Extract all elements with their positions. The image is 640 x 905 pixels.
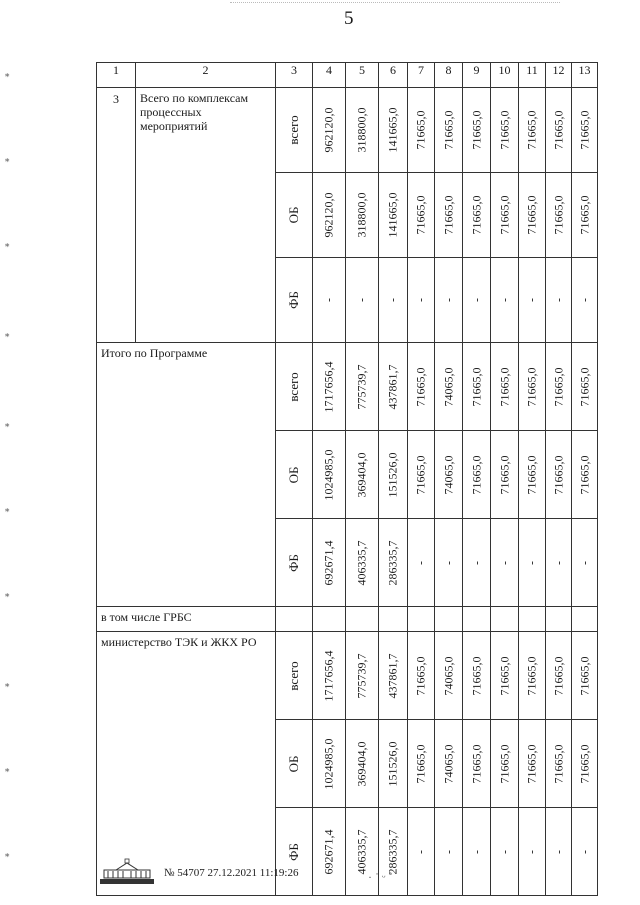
value-cell	[519, 808, 546, 896]
section-title-cell	[97, 607, 276, 632]
value-cell	[435, 431, 463, 519]
table-row	[97, 88, 598, 173]
value-cell	[546, 258, 572, 343]
section-title-cell	[136, 88, 276, 343]
value-cell	[346, 632, 379, 720]
value-cell	[346, 720, 379, 808]
value-cell	[491, 258, 519, 343]
amount-value: 692671,4	[321, 829, 336, 874]
value-cell	[463, 431, 491, 519]
value-cell	[463, 808, 491, 896]
column-number-10: 10	[491, 63, 519, 88]
amount-value: 71665,0	[524, 110, 539, 150]
value-cell	[346, 519, 379, 607]
funding-source-label: ФБ	[286, 291, 301, 309]
column-number-7: 7	[408, 63, 435, 88]
column-number-5: 5	[346, 63, 379, 88]
amount-value: -	[354, 298, 369, 302]
amount-value: 74065,0	[441, 455, 455, 494]
amount-value: -	[469, 560, 483, 565]
amount-value: 406335,7	[354, 540, 369, 585]
amount-value: 1024985,0	[321, 449, 336, 500]
value-cell	[491, 632, 519, 720]
amount-value: 71665,0	[413, 367, 428, 406]
value-cell	[379, 343, 408, 431]
value-cell	[491, 343, 519, 431]
value-cell	[346, 431, 379, 519]
amount-value: 286335,7	[385, 829, 400, 874]
amount-value: 71665,0	[413, 455, 428, 494]
funding-source-label: ОБ	[286, 466, 301, 483]
column-number-9: 9	[463, 63, 491, 88]
header-row	[97, 63, 598, 88]
value-cell	[519, 88, 546, 173]
amount-value: -	[385, 298, 400, 302]
value-cell	[572, 808, 598, 896]
column-number-4: 4	[313, 63, 346, 88]
amount-value: 141665,0	[385, 192, 400, 238]
section-title-cell	[97, 632, 276, 896]
amount-value: 71665,0	[497, 195, 511, 235]
value-cell	[491, 720, 519, 808]
amount-value: 406335,7	[354, 829, 369, 874]
amount-value: 74065,0	[441, 744, 455, 783]
value-cell	[313, 720, 346, 808]
value-cell	[463, 632, 491, 720]
government-building-icon	[96, 858, 158, 888]
amount-value: 286335,7	[385, 540, 400, 585]
value-cell	[491, 808, 519, 896]
value-cell	[572, 258, 598, 343]
amount-value: 71665,0	[577, 744, 591, 783]
value-cell	[313, 258, 346, 343]
value-cell	[379, 258, 408, 343]
amount-value: -	[577, 560, 591, 565]
value-cell	[572, 173, 598, 258]
value-cell	[519, 720, 546, 808]
amount-value: 71665,0	[497, 656, 511, 695]
value-cell	[546, 431, 572, 519]
funding-label-cell	[276, 720, 313, 808]
column-number-8: 8	[435, 63, 463, 88]
funding-label-cell	[276, 431, 313, 519]
funding-source-label: ОБ	[286, 755, 301, 772]
table-row	[97, 343, 598, 431]
amount-value: 71665,0	[524, 744, 539, 783]
amount-value: 318800,0	[354, 192, 369, 238]
amount-value: 151526,0	[385, 452, 400, 497]
amount-value: -	[551, 298, 565, 302]
amount-value: -	[497, 849, 511, 854]
amount-value: 71665,0	[577, 110, 591, 150]
amount-value: 1717656,4	[321, 650, 336, 701]
amount-value: -	[441, 560, 455, 565]
value-cell	[519, 519, 546, 607]
column-number-1: 1	[97, 63, 136, 88]
value-cell	[572, 632, 598, 720]
empty-cell	[546, 607, 572, 632]
value-cell	[519, 431, 546, 519]
value-cell	[408, 343, 435, 431]
value-cell	[408, 519, 435, 607]
empty-cell	[491, 607, 519, 632]
scan-artifact: · ˙ ᵕ ˚	[368, 870, 393, 884]
value-cell	[435, 88, 463, 173]
amount-value: 71665,0	[441, 110, 455, 150]
amount-value: -	[551, 849, 565, 854]
budget-table	[96, 62, 598, 896]
funding-label-cell	[276, 632, 313, 720]
amount-value: -	[469, 298, 483, 302]
amount-value: 71665,0	[413, 195, 428, 235]
value-cell	[519, 343, 546, 431]
amount-value: 71665,0	[413, 656, 428, 695]
value-cell	[463, 258, 491, 343]
value-cell	[313, 173, 346, 258]
value-cell	[519, 632, 546, 720]
amount-value: 71665,0	[469, 110, 483, 150]
amount-value: 71665,0	[469, 367, 483, 406]
amount-value: 71665,0	[469, 455, 483, 494]
amount-value: -	[497, 298, 511, 302]
empty-cell	[379, 607, 408, 632]
amount-value: 1717656,4	[321, 361, 336, 412]
empty-cell	[408, 607, 435, 632]
value-cell	[572, 343, 598, 431]
value-cell	[463, 343, 491, 431]
value-cell	[435, 258, 463, 343]
amount-value: -	[577, 298, 591, 302]
value-cell	[313, 808, 346, 896]
amount-value: 71665,0	[551, 656, 565, 695]
funding-label-cell	[276, 258, 313, 343]
amount-value: 71665,0	[524, 367, 539, 406]
amount-value: 369404,0	[354, 741, 369, 786]
value-cell	[463, 88, 491, 173]
amount-value: 71665,0	[577, 455, 591, 494]
amount-value: 71665,0	[497, 744, 511, 783]
value-cell	[379, 173, 408, 258]
value-cell	[408, 258, 435, 343]
funding-source-label: ФБ	[286, 842, 301, 861]
registration-stamp: № 54707 27.12.2021 11:19:26	[164, 867, 299, 879]
value-cell	[313, 519, 346, 607]
amount-value: 437861,7	[385, 653, 400, 698]
value-cell	[435, 632, 463, 720]
value-cell	[546, 343, 572, 431]
empty-cell	[313, 607, 346, 632]
column-number-3: 3	[276, 63, 313, 88]
amount-value: 369404,0	[354, 452, 369, 497]
amount-value: 71665,0	[551, 455, 565, 494]
value-cell	[313, 343, 346, 431]
value-cell	[346, 88, 379, 173]
amount-value: 775739,7	[354, 653, 369, 698]
value-cell	[463, 720, 491, 808]
amount-value: 318800,0	[354, 107, 369, 153]
value-cell	[379, 632, 408, 720]
amount-value: 71665,0	[497, 367, 511, 406]
funding-source-label: ОБ	[286, 206, 301, 224]
value-cell	[546, 519, 572, 607]
value-cell	[435, 808, 463, 896]
amount-value: 71665,0	[577, 656, 591, 695]
amount-value: 71665,0	[413, 744, 428, 783]
value-cell	[546, 720, 572, 808]
amount-value: 71665,0	[551, 744, 565, 783]
amount-value: 962120,0	[321, 192, 336, 238]
value-cell	[572, 720, 598, 808]
amount-value: -	[413, 298, 428, 302]
empty-cell	[276, 607, 313, 632]
value-cell	[379, 88, 408, 173]
section-row	[97, 607, 598, 632]
section-title: Всего по комплексам процессных мероприятий	[140, 91, 249, 133]
amount-value: -	[551, 560, 565, 565]
amount-value: 437861,7	[385, 364, 400, 409]
value-cell	[572, 431, 598, 519]
amount-value: 71665,0	[469, 656, 483, 695]
value-cell	[435, 720, 463, 808]
amount-value: 74065,0	[441, 656, 455, 695]
amount-value: -	[441, 849, 455, 854]
amount-value: 71665,0	[497, 455, 511, 494]
amount-value: -	[524, 560, 539, 565]
empty-cell	[463, 607, 491, 632]
amount-value: 71665,0	[441, 195, 455, 235]
section-title: министерство ТЭК и ЖКХ РО	[101, 635, 257, 649]
value-cell	[408, 431, 435, 519]
value-cell	[408, 808, 435, 896]
value-cell	[346, 173, 379, 258]
amount-value: 151526,0	[385, 741, 400, 786]
funding-label-cell	[276, 173, 313, 258]
amount-value: -	[469, 849, 483, 854]
amount-value: 71665,0	[469, 195, 483, 235]
section-title-cell	[97, 343, 276, 607]
value-cell	[435, 343, 463, 431]
amount-value: -	[413, 849, 428, 854]
amount-value: -	[524, 298, 539, 302]
empty-cell	[519, 607, 546, 632]
amount-value: 71665,0	[551, 367, 565, 406]
value-cell	[313, 88, 346, 173]
value-cell	[313, 632, 346, 720]
value-cell	[546, 173, 572, 258]
funding-source-label: всего	[286, 115, 301, 145]
value-cell	[346, 343, 379, 431]
value-cell	[463, 519, 491, 607]
value-cell	[572, 88, 598, 173]
page-number: 5	[344, 8, 354, 29]
amount-value: 71665,0	[469, 744, 483, 783]
amount-value: -	[577, 849, 591, 854]
value-cell	[379, 431, 408, 519]
column-number-6: 6	[379, 63, 408, 88]
value-cell	[572, 519, 598, 607]
row-number-cell	[97, 88, 136, 343]
value-cell	[435, 173, 463, 258]
section-title: в том числе ГРБС	[101, 610, 192, 624]
amount-value: 71665,0	[551, 110, 565, 150]
value-cell	[519, 258, 546, 343]
column-number-13: 13	[572, 63, 598, 88]
value-cell	[408, 173, 435, 258]
value-cell	[346, 258, 379, 343]
column-number-2: 2	[136, 63, 276, 88]
amount-value: -	[524, 849, 539, 854]
amount-value: -	[441, 298, 455, 302]
value-cell	[546, 632, 572, 720]
amount-value: 71665,0	[413, 110, 428, 150]
amount-value: -	[413, 560, 428, 565]
value-cell	[408, 720, 435, 808]
column-number-11: 11	[519, 63, 546, 88]
amount-value: -	[497, 560, 511, 565]
value-cell	[379, 519, 408, 607]
amount-value: -	[321, 298, 336, 302]
value-cell	[546, 808, 572, 896]
amount-value: 1024985,0	[321, 738, 336, 789]
amount-value: 71665,0	[551, 195, 565, 235]
amount-value: 71665,0	[524, 455, 539, 494]
value-cell	[408, 88, 435, 173]
amount-value: 692671,4	[321, 540, 336, 585]
value-cell	[491, 519, 519, 607]
value-cell	[463, 173, 491, 258]
empty-cell	[435, 607, 463, 632]
funding-source-label: всего	[286, 371, 301, 402]
amount-value: 775739,7	[354, 364, 369, 409]
amount-value: 71665,0	[577, 367, 591, 406]
funding-label-cell	[276, 88, 313, 173]
value-cell	[379, 720, 408, 808]
value-cell	[435, 519, 463, 607]
table-row	[97, 632, 598, 720]
amount-value: 71665,0	[577, 195, 591, 235]
funding-source-label: всего	[286, 660, 301, 691]
amount-value: 74065,0	[441, 367, 455, 406]
value-cell	[491, 431, 519, 519]
funding-label-cell	[276, 519, 313, 607]
value-cell	[491, 88, 519, 173]
column-number-12: 12	[546, 63, 572, 88]
amount-value: 71665,0	[524, 195, 539, 235]
empty-cell	[346, 607, 379, 632]
row-number: 3	[113, 92, 119, 106]
funding-label-cell	[276, 343, 313, 431]
amount-value: 141665,0	[385, 107, 400, 153]
amount-value: 962120,0	[321, 107, 336, 153]
top-scan-line	[230, 2, 560, 3]
value-cell	[519, 173, 546, 258]
funding-label-cell	[276, 808, 313, 896]
section-title: Итого по Программе	[101, 346, 208, 360]
value-cell	[546, 88, 572, 173]
value-cell	[313, 431, 346, 519]
amount-value: 71665,0	[524, 656, 539, 695]
empty-cell	[572, 607, 598, 632]
amount-value: 71665,0	[497, 110, 511, 150]
funding-source-label: ФБ	[286, 553, 301, 572]
value-cell	[408, 632, 435, 720]
value-cell	[491, 173, 519, 258]
